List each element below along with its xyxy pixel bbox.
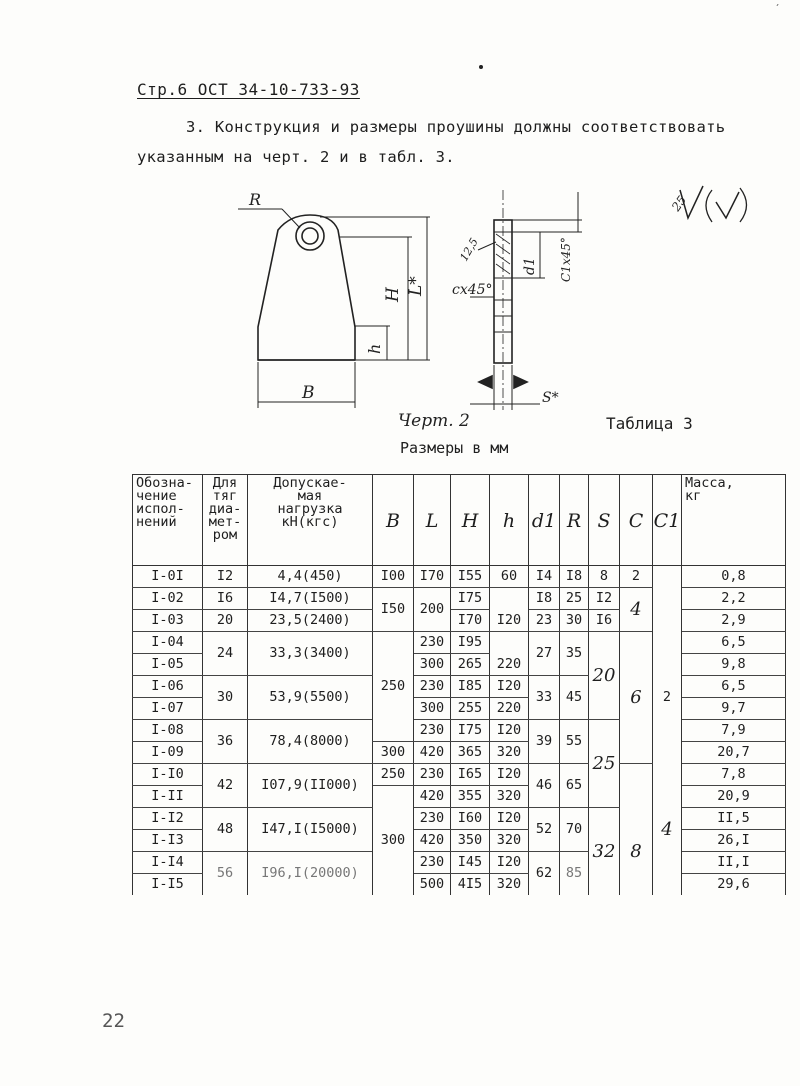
label-d1: d1 <box>522 257 538 275</box>
table-cell <box>490 588 529 610</box>
table-cell: I-02 <box>133 588 203 610</box>
table-cell: 70 <box>560 808 589 852</box>
table-cell: I55 <box>451 566 490 588</box>
table-cell: I20 <box>490 676 529 698</box>
table-cell: 230 <box>414 720 451 742</box>
table-cell <box>620 764 653 808</box>
table-cell: 265 <box>451 654 490 676</box>
table-row <box>133 676 786 698</box>
table-cell: I-I4 <box>133 852 203 874</box>
paragraph-line-1: 3. Конструкция и размеры проушины должны соответствовать <box>186 118 726 136</box>
label-b: B <box>302 383 315 403</box>
table-cell: 35 <box>560 632 589 676</box>
table-cell: 300 <box>373 742 414 764</box>
table-row <box>133 632 786 654</box>
table-cell: 255 <box>451 698 490 720</box>
roughness-value: 25 <box>668 193 690 214</box>
table-cell: 2 <box>653 632 682 764</box>
table-cell: I20 <box>490 610 529 632</box>
table-cell: I20 <box>490 720 529 742</box>
table-cell: 65 <box>560 764 589 808</box>
table-cell: 26,I <box>682 830 786 852</box>
table-cell: 230 <box>414 808 451 830</box>
table-cell: 39 <box>529 720 560 764</box>
table-cell: 42 <box>203 764 248 808</box>
table-cell: 4,4(450) <box>248 566 373 588</box>
col-d1: d1 <box>529 475 560 566</box>
table-cell: I8 <box>560 566 589 588</box>
table-cell: 56 <box>203 852 248 896</box>
table-cell: 230 <box>414 632 451 654</box>
label-roughness-side: 12,5 <box>457 235 481 264</box>
table-cell: 420 <box>414 742 451 764</box>
table-cell <box>653 566 682 632</box>
col-load: Допускае- мая нагрузка кН(кгс) <box>248 475 373 566</box>
drawing-caption: Черт. 2 <box>398 411 470 431</box>
table-cell: 2,2 <box>682 588 786 610</box>
table-cell: 6 <box>620 632 653 764</box>
page-header: Стр.6 ОСТ 34-10-733-93 <box>137 80 360 99</box>
table-cell: I60 <box>451 808 490 830</box>
table-row <box>133 720 786 742</box>
table-row <box>133 610 786 632</box>
table-row <box>133 588 786 610</box>
col-c1: C1 <box>653 475 682 566</box>
table-row <box>133 566 786 588</box>
table-cell: 365 <box>451 742 490 764</box>
table-cell: 355 <box>451 786 490 808</box>
table-cell: 24 <box>203 632 248 676</box>
table-cell: 33 <box>529 676 560 720</box>
table-cell: I50 <box>373 588 414 632</box>
table-cell: I65 <box>451 764 490 786</box>
table-cell: I-04 <box>133 632 203 654</box>
table-cell: I-06 <box>133 676 203 698</box>
table-cell: 300 <box>414 654 451 676</box>
table-cell: 23 <box>529 610 560 632</box>
col-c: C <box>620 475 653 566</box>
table-cell: 46 <box>529 764 560 808</box>
table-cell: 20,9 <box>682 786 786 808</box>
table-cell: 420 <box>414 786 451 808</box>
table-cell: I20 <box>490 808 529 830</box>
col-h-lower: h <box>490 475 529 566</box>
table-cell: 320 <box>490 742 529 764</box>
table-cell: 9,8 <box>682 654 786 676</box>
col-s: S <box>589 475 620 566</box>
table-cell: 9,7 <box>682 698 786 720</box>
table-cell: 320 <box>490 874 529 896</box>
table-cell: 7,9 <box>682 720 786 742</box>
table-cell: I-03 <box>133 610 203 632</box>
table-cell: II,5 <box>682 808 786 830</box>
table-cell: I2 <box>589 588 620 610</box>
table-cell: I-07 <box>133 698 203 720</box>
table-cell: 55 <box>560 720 589 764</box>
col-l: L <box>414 475 451 566</box>
table-cell: I75 <box>451 720 490 742</box>
table-cell: 36 <box>203 720 248 764</box>
table-cell: 85 <box>560 852 589 896</box>
table-cell: 32 <box>589 808 620 896</box>
label-c1: C1x45° <box>559 237 573 282</box>
table-cell: I00 <box>373 566 414 588</box>
table-row <box>133 808 786 830</box>
col-h-upper: H <box>451 475 490 566</box>
paragraph-line-2: указанным на черт. 2 и в табл. 3. <box>137 148 455 166</box>
table-cell: 350 <box>451 830 490 852</box>
table-cell: 25 <box>560 588 589 610</box>
table-cell: 20,7 <box>682 742 786 764</box>
table-cell: 4 <box>653 764 682 896</box>
col-rod-diameter: Для тяг диа- мет- ром <box>203 475 248 566</box>
table-cell: I20 <box>490 852 529 874</box>
col-b: B <box>373 475 414 566</box>
table-row <box>133 764 786 786</box>
table-cell: I45 <box>451 852 490 874</box>
table-cell: 230 <box>414 676 451 698</box>
table-title: Таблица 3 <box>606 414 693 433</box>
table-cell: 30 <box>560 610 589 632</box>
page-number: 22 <box>102 1010 125 1032</box>
table-cell: I47,I(I5000) <box>248 808 373 852</box>
table-cell: 420 <box>414 830 451 852</box>
table-cell: 48 <box>203 808 248 852</box>
table-cell: I-09 <box>133 742 203 764</box>
label-r: R <box>249 190 262 209</box>
scan-mark: ˊ <box>774 2 782 16</box>
table-cell: I-05 <box>133 654 203 676</box>
table-cell: 25 <box>589 720 620 808</box>
table-cell: 230 <box>414 852 451 874</box>
table-cell: 20 <box>203 610 248 632</box>
table-cell: I4 <box>529 566 560 588</box>
label-h-lower: h <box>365 343 384 354</box>
table-cell: 2 <box>620 566 653 588</box>
table-cell: I70 <box>414 566 451 588</box>
table-cell: 6,5 <box>682 676 786 698</box>
table-cell: 8 <box>589 566 620 588</box>
table-cell: 300 <box>373 786 414 896</box>
table-cell: 29,6 <box>682 874 786 896</box>
table-cell: I95 <box>451 632 490 654</box>
table-cell: 20 <box>589 632 620 720</box>
table-cell: 250 <box>373 632 414 742</box>
table-cell: I-I5 <box>133 874 203 896</box>
table-cell: 27 <box>529 632 560 676</box>
table-cell: 62 <box>529 852 560 896</box>
table-cell: 0,8 <box>682 566 786 588</box>
table-cell: 300 <box>414 698 451 720</box>
table-cell: I96,I(20000) <box>248 852 373 896</box>
table-cell: 320 <box>490 830 529 852</box>
table-cell: I75 <box>451 588 490 610</box>
table-cell: 60 <box>490 566 529 588</box>
label-chamfer: cx45° <box>452 282 493 298</box>
table-cell: I-I0 <box>133 764 203 786</box>
table-cell: I4,7(I500) <box>248 588 373 610</box>
table-cell: II,I <box>682 852 786 874</box>
table-cell: 4 <box>620 588 653 632</box>
table-cell: 320 <box>490 786 529 808</box>
dimensions-table <box>132 474 786 895</box>
table-cell: I6 <box>589 610 620 632</box>
col-mass: Масса, кг <box>682 475 786 566</box>
label-s: S* <box>542 390 559 406</box>
col-r: R <box>560 475 589 566</box>
table-cell: 8 <box>620 808 653 896</box>
table-cell: I-II <box>133 786 203 808</box>
table-cell: I70 <box>451 610 490 632</box>
table-subtitle: Размеры в мм <box>400 439 509 457</box>
table-cell: 45 <box>560 676 589 720</box>
table-cell: 200 <box>414 588 451 632</box>
table-cell: 78,4(8000) <box>248 720 373 764</box>
table-cell: 6,5 <box>682 632 786 654</box>
table-cell: 230 <box>414 764 451 786</box>
table-cell: I2 <box>203 566 248 588</box>
table-cell: 7,8 <box>682 764 786 786</box>
table-cell: 220 <box>490 698 529 720</box>
table-row <box>133 852 786 874</box>
table-cell: 220 <box>490 654 529 676</box>
table-cell: 23,5(2400) <box>248 610 373 632</box>
table-cell: I-0I <box>133 566 203 588</box>
table-cell: I8 <box>529 588 560 610</box>
table-cell: I6 <box>203 588 248 610</box>
table-cell: 2,9 <box>682 610 786 632</box>
table-cell: I20 <box>490 764 529 786</box>
table-cell: I-I2 <box>133 808 203 830</box>
table-cell: 52 <box>529 808 560 852</box>
table-cell: I07,9(II000) <box>248 764 373 808</box>
table-cell: 250 <box>373 764 414 786</box>
table-cell: I-I3 <box>133 830 203 852</box>
label-l: L* <box>406 276 426 296</box>
table-cell: 30 <box>203 676 248 720</box>
col-designation: Обозна- чение испол- нений <box>133 475 203 566</box>
table-cell: I85 <box>451 676 490 698</box>
label-h-upper: H <box>383 287 403 302</box>
table-cell: 500 <box>414 874 451 896</box>
table-cell <box>490 632 529 654</box>
table-cell: 53,9(5500) <box>248 676 373 720</box>
table-cell: 4I5 <box>451 874 490 896</box>
table-cell: 33,3(3400) <box>248 632 373 676</box>
table-cell: I-08 <box>133 720 203 742</box>
